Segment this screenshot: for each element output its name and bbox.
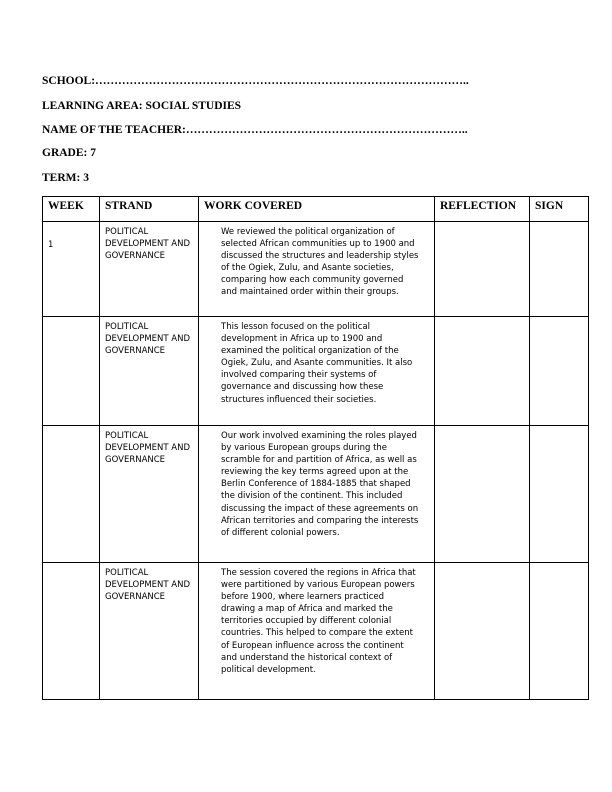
column-header-week: WEEK — [43, 197, 100, 222]
strand-cell: POLITICAL DEVELOPMENT AND GOVERNANCE — [100, 317, 199, 426]
learning-area-heading: LEARNING AREA: SOCIAL STUDIES — [42, 100, 242, 112]
record-of-work-table — [42, 196, 589, 700]
work-covered-cell: Our work involved examining the roles played by various European groups during the scramble for and partition of Africa, as well as reviewing the key terms agreed upon at the Berlin Conference of 1884-1885 that shaped the division of the continent. This included discussing the impact of these agreements on African territories and comparing the interests of different colonial powers. — [199, 426, 435, 563]
term-heading: TERM: 3 — [42, 172, 89, 184]
week-cell: 1 — [43, 222, 100, 317]
column-header-strand: STRAND — [100, 197, 199, 222]
work-covered-cell: We reviewed the political organization of selected African communities up to 1900 and discussed the structures and leadership styles of the Ogiek, Zulu, and Asante societies, comparing how each community governed and maintained order within their groups. — [199, 222, 435, 317]
week-cell — [43, 317, 100, 426]
table-row — [43, 222, 589, 317]
table-header-row — [43, 197, 589, 222]
week-cell — [43, 426, 100, 563]
work-covered-cell: The session covered the regions in Africa that were partitioned by various European powers before 1900, where learners practiced drawing a map of Africa and marked the territories occupied by different colonial countries. This helped to compare the extent of European influence across the continent and understand the historical context of political development. — [199, 563, 435, 700]
grade-heading: GRADE: 7 — [42, 147, 96, 159]
strand-cell: POLITICAL DEVELOPMENT AND GOVERNANCE — [100, 426, 199, 563]
school-field: SCHOOL:…………………………………………………………………………………….. — [42, 75, 469, 87]
table-row — [43, 317, 589, 426]
sign-cell — [530, 222, 589, 317]
strand-cell: POLITICAL DEVELOPMENT AND GOVERNANCE — [100, 563, 199, 700]
teacher-field: NAME OF THE TEACHER:……………………………………………………………….. — [42, 124, 468, 136]
column-header-work-covered: WORK COVERED — [199, 197, 435, 222]
strand-cell: POLITICAL DEVELOPMENT AND GOVERNANCE — [100, 222, 199, 317]
work-covered-cell: This lesson focused on the political development in Africa up to 1900 and examined the political organization of the Ogiek, Zulu, and Asante communities. It also involved comparing their systems of governance and discussing how these structures influenced their societies. — [199, 317, 435, 426]
week-cell — [43, 563, 100, 700]
table-row — [43, 563, 589, 700]
reflection-cell — [435, 563, 530, 700]
column-header-sign: SIGN — [530, 197, 589, 222]
reflection-cell — [435, 317, 530, 426]
column-header-reflection: REFLECTION — [435, 197, 530, 222]
sign-cell — [530, 426, 589, 563]
table-row — [43, 426, 589, 563]
reflection-cell — [435, 426, 530, 563]
sign-cell — [530, 317, 589, 426]
sign-cell — [530, 563, 589, 700]
reflection-cell — [435, 222, 530, 317]
